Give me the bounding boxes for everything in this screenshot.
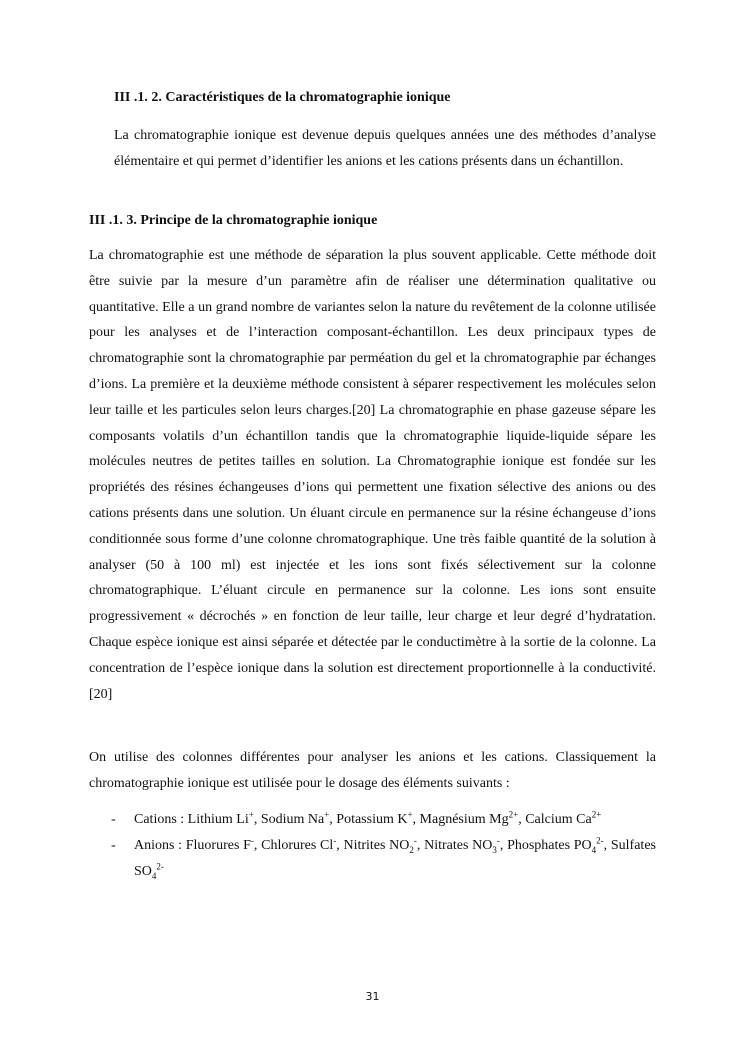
ion-list	[89, 807, 656, 885]
bullet-dash: -	[111, 812, 116, 827]
section-heading-characteristics: III .1. 2. Caractéristiques de la chromatographie ionique	[114, 90, 451, 105]
section-heading-principle: III .1. 3. Principe de la chromatographie ionique	[89, 213, 378, 228]
list-item-cations: - Cations : Lithium Li+, Sodium Na+, Potassium K+, Magnésium $Mg^{2+}$, Calcium $Ca^{2+}$	[89, 807, 656, 833]
paragraph-principle: La chromatographie est une méthode de séparation la plus souvent applicable. Cette méthode doit être suivie par la mesure d’un paramètre afin de réaliser une détermination qualitative ou quantitative. Elle a un grand nombre de variantes selon la nature du revêtement de la colonne utilisée pour les analyses et de l’interaction composant-échantillon. Les deux principaux types de chromatographie sont la chromatographie par perméation du gel et la chromatographie par échanges d’ions. La première et la deuxième méthode consistent à séparer respectivement les molécules selon leur taille et les particules selon leurs charges.[20] La chromatographie en phase gazeuse sépare les composants volatils d’un échantillon tandis que la chromatographie liquide-liquide sépare les molécules neutres de petites tailles en solution. La Chromatographie ionique est fondée sur les propriétés des résines échangeuses d’ions qui permettent une fixation sélective des anions ou des cations présents dans une solution. Un éluant circule en permanence sur la résine échangeuse d’ions conditionnée sous forme d’une colonne chromatographique. Une très faible quantité de la solution à analyser (50 à 100 ml) est injectée et les ions sont fixés sélectivement sur la colonne chromatographique. L’éluant circule en permanence sur la colonne. Les ions sont ensuite progressivement « décrochés » en fonction de leur taille, leur charge et leur degré d’hydratation. Chaque espèce ionique est ainsi séparée et détectée par le conductimètre à la sortie de la colonne. La concentration de l’espèce ionique dans la solution est directement proportionnelle à la conductivité. [20]	[89, 248, 656, 702]
paragraph-characteristics: La chromatographie ionique est devenue depuis quelques années une des méthodes d’analyse élémentaire et qui permet d’identifier les anions et les cations présents dans un échantillon.	[114, 128, 656, 169]
page-number: 31	[365, 990, 380, 1003]
document-page	[89, 0, 656, 1053]
list-item-anions: - Anions : Fluorures F-, Chlorures Cl-, Nitrites $NO_2^-$, Nitrates $NO_3^-$, Phosphates $PO_4^{2-}$, Sulfates $SO_4^{2-}$	[89, 833, 656, 885]
bullet-dash: -	[111, 838, 116, 853]
paragraph-usage: On utilise des colonnes différentes pour analyser les anions et les cations. Classiquement la chromatographie ionique est utilisée pour le dosage des éléments suivants :	[89, 750, 656, 791]
